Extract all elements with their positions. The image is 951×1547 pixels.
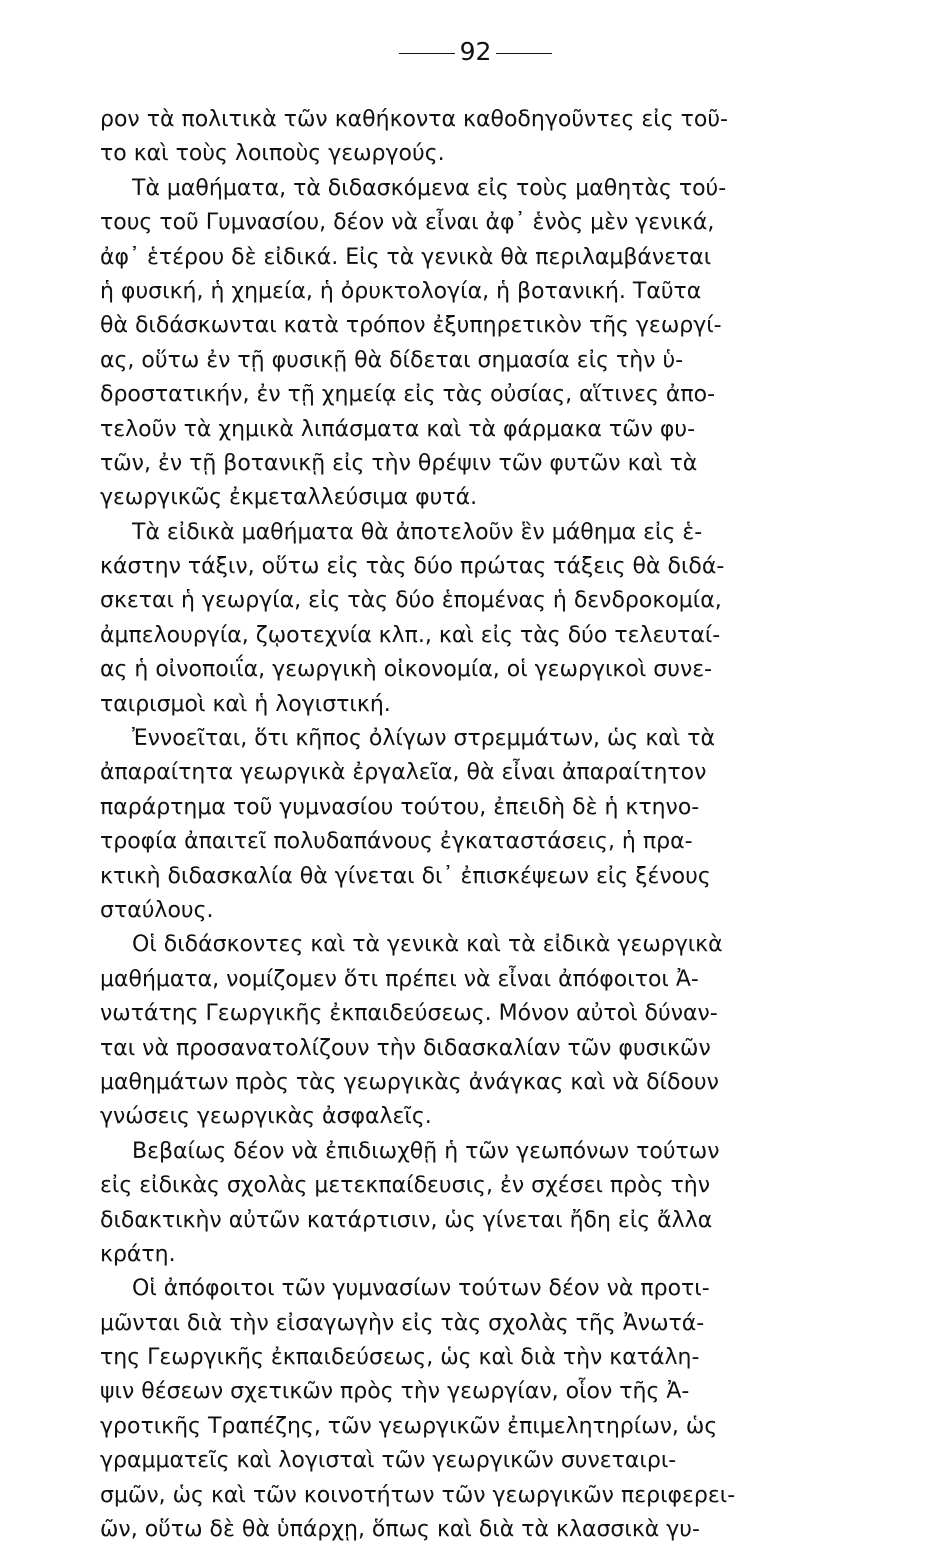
- text-line: παράρτημα τοῦ γυμνασίου τούτου, ἐπειδὴ δὲ ἡ κτηνο-: [100, 794, 700, 820]
- text-line: τροφία ἀπαιτεῖ πολυδαπάνους ἐγκαταστάσεις, ἡ πρα-: [100, 829, 693, 855]
- page-number-rule-right: [496, 53, 552, 54]
- text-line: κτικὴ διδασκαλία θὰ γίνεται δι᾽ ἐπισκέψεων εἰς ξένους: [100, 863, 711, 889]
- text-line: γροτικῆς Τραπέζης, τῶν γεωργικῶν ἐπιμελητηρίων, ὡς: [100, 1413, 718, 1439]
- page-number: 92: [459, 37, 492, 66]
- text-line: Τὰ μαθήματα, τὰ διδασκόμενα εἰς τοὺς μαθητὰς τού-: [132, 175, 727, 201]
- text-line: κράτη.: [100, 1241, 176, 1267]
- text-line: ἀμπελουργία, ζῳοτεχνία κλπ., καὶ εἰς τὰς δύο τελευταί-: [100, 622, 721, 648]
- text-line: ἀφ᾽ ἑτέρου δὲ εἰδικά. Εἰς τὰ γενικὰ θὰ περιλαμβάνεται: [100, 244, 712, 270]
- text-line: γεωργικῶς ἐκμεταλλεύσιμα φυτά.: [100, 485, 478, 511]
- text-line: ἀπαραίτητα γεωργικὰ ἐργαλεῖα, θὰ εἶναι ἀπαραίτητον: [100, 760, 707, 786]
- text-line: ας ἡ οἰνοποιΐα, γεωργικὴ οἰκονομία, οἱ γεωργικοὶ συνε-: [100, 657, 713, 683]
- text-line: γραμματεῖς καὶ λογισταὶ τῶν γεωργικῶν συνεταιρι-: [100, 1448, 677, 1474]
- text-line: τελοῦν τὰ χημικὰ λιπάσματα καὶ τὰ φάρμακα τῶν φυ-: [100, 416, 696, 442]
- text-line: της Γεωργικῆς ἐκπαιδεύσεως, ὡς καὶ διὰ τὴν κατάλη-: [100, 1345, 700, 1371]
- text-line: Βεβαίως δέον νὰ ἐπιδιωχθῇ ἡ τῶν γεωπόνων τούτων: [132, 1138, 720, 1164]
- text-line: δροστατικήν, ἐν τῇ χημείᾳ εἰς τὰς οὐσίας, αἵτινες ἀπο-: [100, 382, 716, 408]
- text-line: ταιρισμοὶ καὶ ἡ λογιστική.: [100, 691, 391, 717]
- text-line: διδακτικὴν αὐτῶν κατάρτισιν, ὡς γίνεται ἤδη εἰς ἄλλα: [100, 1207, 713, 1233]
- text-line: ἡ φυσική, ἡ χημεία, ἡ ὀρυκτολογία, ἡ βοτανική. Ταῦτα: [100, 278, 702, 304]
- text-line: ται νὰ προσανατολίζουν τὴν διδασκαλίαν τῶν φυσικῶν: [100, 1035, 711, 1061]
- text-line: τῶν, ἐν τῇ βοτανικῇ εἰς τὴν θρέψιν τῶν φυτῶν καὶ τὰ: [100, 450, 698, 476]
- text-line: μῶνται διὰ τὴν εἰσαγωγὴν εἰς τὰς σχολὰς τῆς Ἀνωτά-: [100, 1310, 705, 1336]
- text-line: νωτάτης Γεωργικῆς ἐκπαιδεύσεως. Μόνον αὐτοὶ δύναν-: [100, 1001, 718, 1027]
- text-line: τους τοῦ Γυμνασίου, δέον νὰ εἶναι ἀφ᾽ ἑνὸς μὲν γενικά,: [100, 210, 715, 236]
- text-line: κάστην τάξιν, οὕτω εἰς τὰς δύο πρώτας τάξεις θὰ διδά-: [100, 554, 725, 580]
- text-line: ῶν, οὕτω δὲ θὰ ὑπάρχῃ, ὅπως καὶ διὰ τὰ κλασσικὰ γυ-: [100, 1517, 700, 1543]
- text-line: ρον τὰ πολιτικὰ τῶν καθήκοντα καθοδηγοῦντες εἰς τοῦ-: [100, 107, 728, 132]
- page-number-rule-left: [399, 53, 455, 54]
- text-line: Οἱ διδάσκοντες καὶ τὰ γενικὰ καὶ τὰ εἰδικὰ γεωργικὰ: [132, 932, 723, 958]
- text-line: σταύλους.: [100, 897, 214, 923]
- text-line: γνώσεις γεωργικὰς ἀσφαλεῖς.: [100, 1104, 432, 1130]
- body-text: [100, 103, 942, 1547]
- text-line: εἰς εἰδικὰς σχολὰς μετεκπαίδευσις, ἐν σχέσει πρὸς τὴν: [100, 1173, 710, 1199]
- text-line: το καὶ τοὺς λοιποὺς γεωργούς.: [100, 141, 445, 167]
- text-line: Ἐννοεῖται, ὅτι κῆπος ὀλίγων στρεμμάτων, ὡς καὶ τὰ: [132, 726, 715, 752]
- text-line: ψιν θέσεων σχετικῶν πρὸς τὴν γεωργίαν, οἷον τῆς Ἀ-: [100, 1379, 690, 1405]
- page-number-header: [0, 36, 951, 68]
- text-line: θὰ διδάσκωνται κατὰ τρόπον ἐξυπηρετικὸν τῆς γεωργί-: [100, 313, 722, 339]
- text-line: Οἱ ἀπόφοιτοι τῶν γυμνασίων τούτων δέον νὰ προτι-: [132, 1276, 710, 1302]
- text-line: σμῶν, ὡς καὶ τῶν κοινοτήτων τῶν γεωργικῶν περιφερει-: [100, 1482, 736, 1508]
- text-line: Τὰ εἰδικὰ μαθήματα θὰ ἀποτελοῦν ἓν μάθημα εἰς ἑ-: [132, 519, 703, 545]
- text-line: μαθημάτων πρὸς τὰς γεωργικὰς ἀνάγκας καὶ νὰ δίδουν: [100, 1069, 719, 1095]
- text-line: μαθήματα, νομίζομεν ὅτι πρέπει νὰ εἶναι ἀπόφοιτοι Ἀ-: [100, 966, 699, 992]
- text-line: ας, οὕτω ἐν τῇ φυσικῇ θὰ δίδεται σημασία εἰς τὴν ὑ-: [100, 347, 684, 373]
- text-line: σκεται ἡ γεωργία, εἰς τὰς δύο ἑπομένας ἡ δενδροκομία,: [100, 588, 722, 614]
